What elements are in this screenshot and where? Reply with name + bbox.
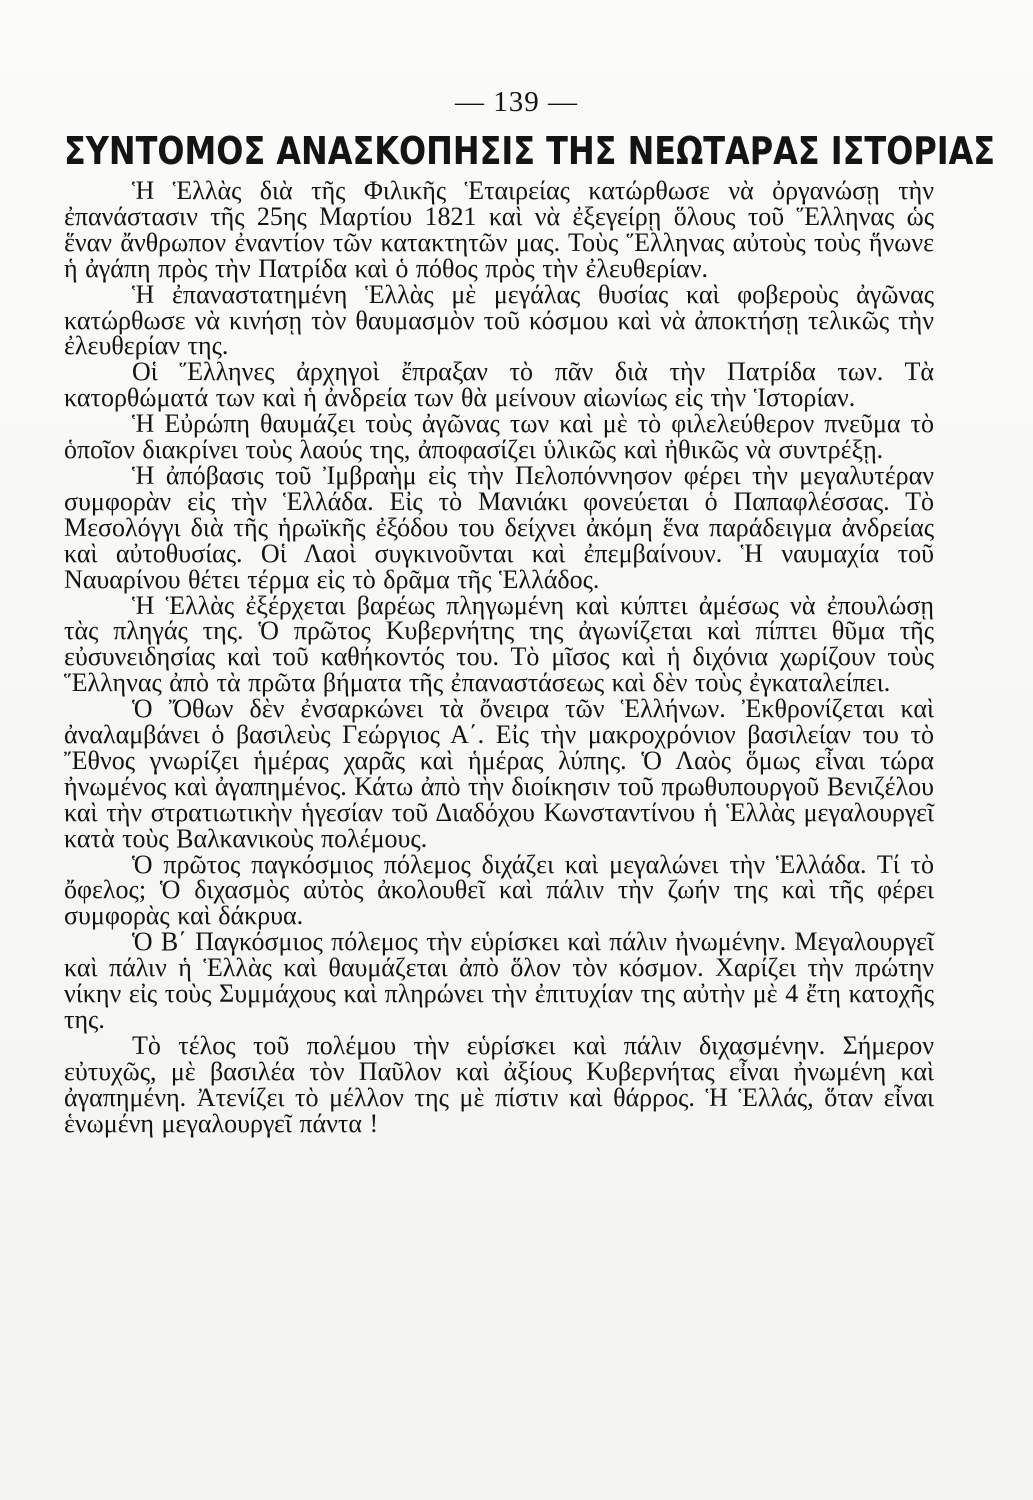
page-title: ΣΥΝΤΟΜΟΣ ΑΝΑΣΚΟΠΗΣΙΣ ΤΗΣ ΝΕΩΤΑΡΑΣ ΙΣΤΟΡΙΑΣ [64, 129, 996, 173]
paragraph: Ἡ Ἑλλὰς διὰ τῆς Φιλικῆς Ἑταιρείας κατώρθωσε νὰ ὀργανώσῃ τὴν ἐπανάστασιν τῆς 25ης Μαρτίου 1821 καὶ νὰ ἐξεγείρῃ ὅλους τοῦ Ἕλληνας ὡς ἕναν ἄνθρωπον ἐναντίον τῶν κατακτητῶν μας. Τοὺς Ἕλληνας αὐτοὺς τοὺς ἥνωνε ἡ ἀγάπη πρὸς τὴν Πατρίδα καὶ ὁ πόθος πρὸς τὴν ἐλευθερίαν. [64, 176, 934, 283]
paragraph: Ὁ πρῶτος παγκόσμιος πόλεμος διχάζει καὶ μεγαλώνει τὴν Ἑλλάδα. Τί τὸ ὄφελος; Ὁ διχασμὸς αὐτὸς ἀκολουθεῖ καὶ πάλιν τὴν ζωήν της καὶ τῆς φέρει συμφορὰς καὶ δάκρυα. [64, 849, 934, 931]
paragraph: Ἡ ἐπαναστατημένη Ἑλλὰς μὲ μεγάλας θυσίας καὶ φοβεροὺς ἀγῶνας κατώρθωσε νὰ κινήσῃ τὸν θαυμασμὸν τοῦ κόσμου καὶ νὰ ἀποκτήσῃ τελικῶς τὴν ἐλευθερίαν της. [64, 279, 934, 361]
body-text [64, 178, 934, 1137]
paragraph: Ἡ Εὐρώπη θαυμάζει τοὺς ἀγῶνας των καὶ μὲ τὸ φιλελεύθερον πνεῦμα τὸ ὁποῖον διακρίνει τοὺς λαούς της, ἀποφασίζει ὑλικῶς καὶ ἠθικῶς νὰ συντρέξῃ. [64, 409, 934, 465]
paragraph: Ἡ ἀπόβασις τοῦ Ἰμβραὴμ εἰς τὴν Πελοπόννησον φέρει τὴν μεγαλυτέραν συμφορὰν εἰς τὴν Ἑλλάδα. Εἰς τὸ Μανιάκι φονεύεται ὁ Παπαφλέσσας. Τὸ Μεσολόγγι διὰ τῆς ἡρωϊκῆς ἐξόδου του δείχνει ἀκόμη ἕνα παράδειγμα ἀνδρείας καὶ αὐτοθυσίας. Οἱ Λαοὶ συγκινοῦνται καὶ ἐπεμβαίνουν. Ἡ ναυμαχία τοῦ Ναυαρίνου θέτει τέρμα εἰς τὸ δρᾶμα τῆς Ἑλλάδος. [64, 460, 934, 594]
page-number: — 139 — [455, 86, 578, 118]
paragraph: Ὁ Β΄ Παγκόσμιος πόλεμος τὴν εὑρίσκει καὶ πάλιν ἠνωμένην. Μεγαλουργεῖ καὶ πάλιν ἡ Ἑλλὰς καὶ θαυμάζεται ἀπὸ ὅλον τὸν κόσμον. Χαρίζει τὴν πρώτην νίκην εἰς τοὺς Συμμάχους καὶ πληρώνει τὴν ἐπιτυχίαν της αὐτὴν μὲ 4 ἔτη κατοχῆς της. [64, 927, 934, 1034]
paragraph: Οἱ Ἕλληνες ἀρχηγοὶ ἔπραξαν τὸ πᾶν διὰ τὴν Πατρίδα των. Τὰ κατορθώματά των καὶ ἡ ἀνδρεία των θὰ μείνουν αἰωνίως εἰς τὴν Ἱστορίαν. [64, 357, 934, 413]
paragraph: Τὸ τέλος τοῦ πολέμου τὴν εὑρίσκει καὶ πάλιν διχασμένην. Σήμερον εὐτυχῶς, μὲ βασιλέα τὸν Παῦλον καὶ ἀξίους Κυβερνήτας εἶναι ἠνωμένη καὶ ἀγαπημένη. Ἀτενίζει τὸ μέλλον της μὲ πίστιν καὶ θάρρος. Ἡ Ἑλλάς, ὅταν εἶναι ἑνωμένη μεγαλουργεῖ πάντα ! [64, 1030, 934, 1138]
paragraph: Ὁ Ὄθων δὲν ἐνσαρκώνει τὰ ὄνειρα τῶν Ἑλλήνων. Ἐκθρονίζεται καὶ ἀναλαμβάνει ὁ βασιλεὺς Γεώργιος Α΄. Εἰς τὴν μακροχρόνιον βασιλείαν του τὸ Ἔθνος γνωρίζει ἡμέρας χαρᾶς καὶ ἡμέρας λύπης. Ὁ Λαὸς ὅμως εἶναι τώρα ἠνωμένος καὶ ἀγαπημένος. Κάτω ἀπὸ τὴν διοίκησιν τοῦ πρωθυπουργοῦ Βενιζέλου καὶ τὴν στρατιωτικὴν ἡγεσίαν τοῦ Διαδόχου Κωνσταντίνου ἡ Ἑλλὰς μεγαλουργεῖ κατὰ τοὺς Βαλκανικοὺς πολέμους. [64, 694, 934, 853]
paragraph: Ἡ Ἑλλὰς ἐξέρχεται βαρέως πληγωμένη καὶ κύπτει ἀμέσως νὰ ἐπουλώσῃ τὰς πληγάς της. Ὁ πρῶτος Κυβερνήτης της ἀγωνίζεται καὶ πίπτει θῦμα τῆς εὐσυνειδησίας καὶ τοῦ καθήκοντός του. Τὸ μῖσος καὶ ἡ διχόνια χωρίζουν τοὺς Ἕλληνας ἀπὸ τὰ πρῶτα βήματα τῆς ἐπαναστάσεως καὶ δὲν τοὺς ἐγκαταλείπει. [64, 590, 934, 698]
